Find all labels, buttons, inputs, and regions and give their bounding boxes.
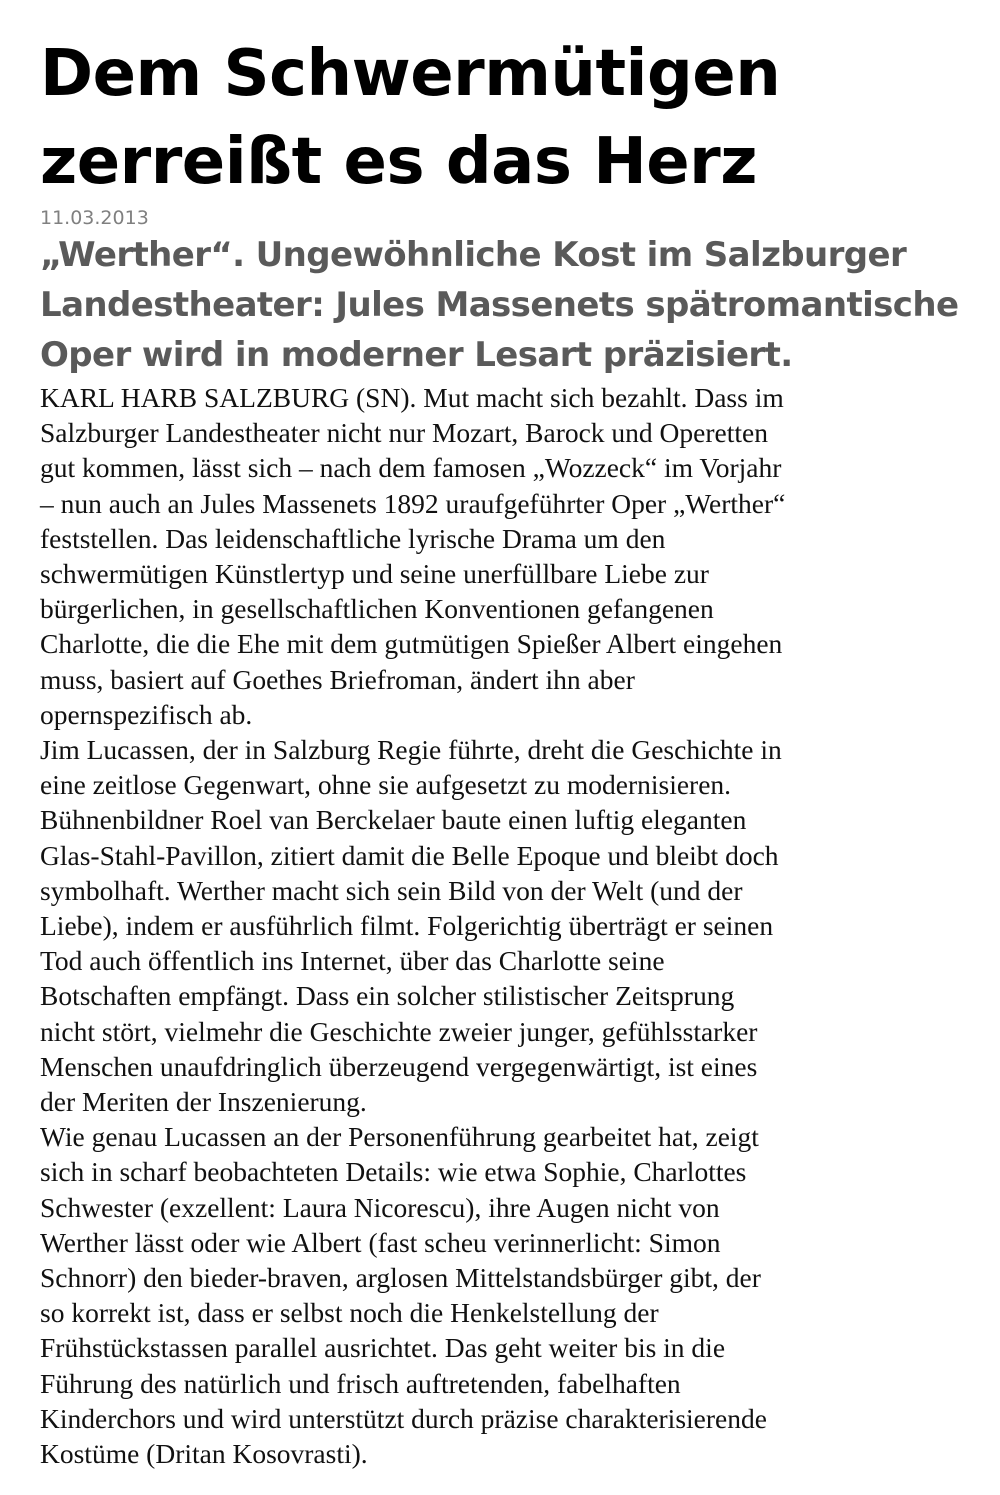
subtitle-line: Landestheater: Jules Massenets spätromantische: [40, 285, 959, 325]
body-text-line: – nun auch an Jules Massenets 1892 uraufgeführter Oper „Werther“: [40, 487, 786, 519]
body-text-line: Bühnenbildner Roel van Berckelaer baute einen luftig eleganten: [40, 804, 747, 836]
body-text-line: Charlotte, die die Ehe mit dem gutmütigen Spießer Albert eingehen: [40, 628, 783, 660]
subtitle-line: Oper wird in moderner Lesart präzisiert.: [40, 335, 793, 375]
body-text-line: Schnorr) den bieder-braven, arglosen Mittelstandsbürger gibt, der: [40, 1262, 761, 1294]
body-text-line: Liebe), indem er ausführlich filmt. Folgerichtig überträgt er seinen: [40, 910, 774, 942]
body-text-line: Frühstückstassen parallel ausrichtet. Das geht weiter bis in die: [40, 1332, 726, 1364]
headline-line: Dem Schwermütigen: [40, 37, 781, 111]
body-text-line: Salzburger Landestheater nicht nur Mozart, Barock und Operetten: [40, 417, 768, 449]
article: [40, 30, 975, 1471]
body-text-line: schwermütigen Künstlertyp und seine unerfüllbare Liebe zur: [40, 558, 709, 590]
body-text-line: eine zeitlose Gegenwart, ohne sie aufgesetzt zu modernisieren.: [40, 769, 732, 801]
body-text-line: symbolhaft. Werther macht sich sein Bild von der Welt (und der: [40, 874, 743, 906]
body-text-line: Kinderchors und wird unterstützt durch präzise charakterisierende: [40, 1402, 767, 1434]
body-text-line: muss, basiert auf Goethes Briefroman, ändert ihn aber: [40, 663, 635, 695]
body-text-line: Schwester (exzellent: Laura Nicorescu), ihre Augen nicht von: [40, 1191, 720, 1223]
article-body: [40, 380, 975, 1471]
body-text-line: der Meriten der Inszenierung.: [40, 1086, 367, 1118]
body-text-line: sich in scharf beobachteten Details: wie etwa Sophie, Charlottes: [40, 1156, 747, 1188]
headline: [40, 30, 975, 206]
headline-line: zerreißt es das Herz: [40, 125, 757, 199]
subtitle: [40, 230, 975, 380]
body-text-line: nicht stört, vielmehr die Geschichte zweier junger, gefühlsstarker: [40, 1015, 758, 1047]
body-text-line: gut kommen, lässt sich – nach dem famosen „Wozzeck“ im Vorjahr: [40, 452, 782, 484]
body-text-line: KARL HARB SALZBURG (SN). Mut macht sich bezahlt. Dass im: [40, 382, 784, 413]
body-text-line: Menschen unaufdringlich überzeugend vergegenwärtigt, ist eines: [40, 1050, 758, 1082]
body-text-line: Kostüme (Dritan Kosovrasti).: [40, 1438, 368, 1470]
body-text-line: feststellen. Das leidenschaftliche lyrische Drama um den: [40, 522, 666, 554]
body-text-line: opernspezifisch ab.: [40, 698, 253, 730]
body-text-line: so korrekt ist, dass er selbst noch die Henkelstellung der: [40, 1297, 659, 1329]
body-text-line: Führung des natürlich und frisch auftretenden, fabelhaften: [40, 1367, 681, 1399]
body-text-line: Wie genau Lucassen an der Personenführung gearbeitet hat, zeigt: [40, 1121, 759, 1153]
body-text-line: Botschaften empfängt. Dass ein solcher stilistischer Zeitsprung: [40, 980, 735, 1012]
body-text-line: Tod auch öffentlich ins Internet, über das Charlotte seine: [40, 945, 665, 977]
publication-date: 11.03.2013: [40, 207, 149, 229]
subtitle-line: „Werther“. Ungewöhnliche Kost im Salzburger: [40, 235, 907, 275]
body-text-line: Jim Lucassen, der in Salzburg Regie führte, dreht die Geschichte in: [40, 734, 782, 766]
body-text-line: Werther lässt oder wie Albert (fast scheu verinnerlicht: Simon: [40, 1226, 721, 1258]
body-text-line: bürgerlichen, in gesellschaftlichen Konventionen gefangenen: [40, 593, 714, 625]
body-text-line: Glas-Stahl-Pavillon, zitiert damit die Belle Epoque und bleibt doch: [40, 839, 779, 871]
